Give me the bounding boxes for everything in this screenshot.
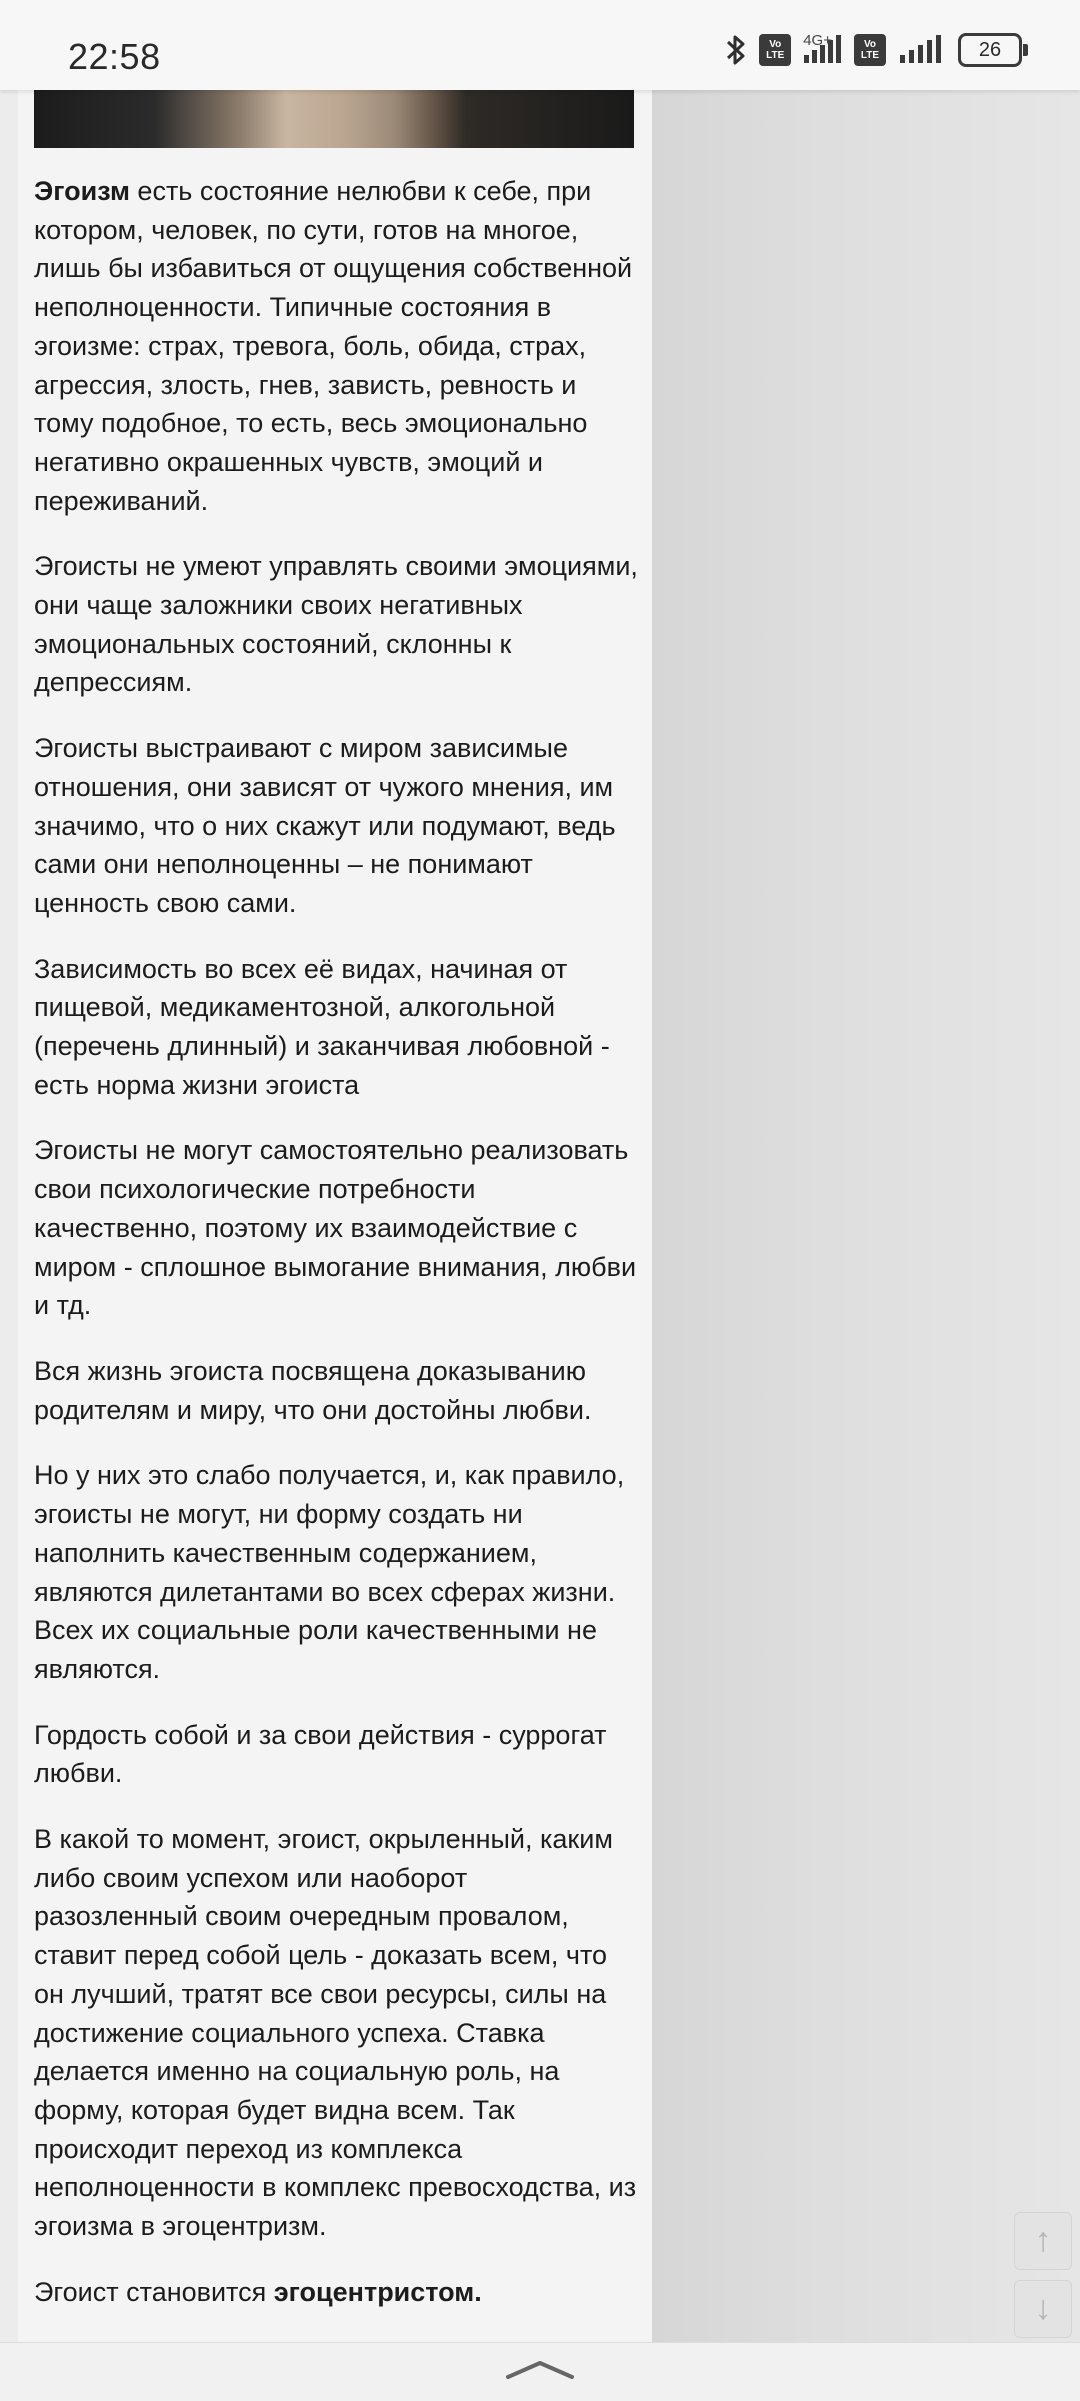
signal-icon xyxy=(898,35,946,65)
article-content[interactable] xyxy=(18,90,652,2342)
volte-icon xyxy=(854,34,886,66)
article-body xyxy=(34,172,638,2338)
scroll-down-button[interactable] xyxy=(1014,2280,1072,2338)
paragraph-text: Эгоист становится xyxy=(34,2276,274,2307)
right-side-panel xyxy=(652,90,1080,2342)
arrow-up-icon: ↑ xyxy=(1034,2221,1052,2259)
volte-top-label: Vo xyxy=(863,39,877,50)
bold-term: Эгоизм xyxy=(34,176,130,206)
article-paragraph: Эгоисты не могут самостоятельно реализовать свои психологические потребности качественно, поэтому их взаимодействие с миром - сплошное вымогание внимания, любви и тд. xyxy=(34,1135,637,1321)
article-paragraph xyxy=(34,2273,638,2312)
article-paragraph: Зависимость во всех её видах, начиная от пищевой, медикаментозной, алкогольной (перечень длинный) и заканчивая любовной - есть норма жизни эгоиста xyxy=(34,953,610,1100)
article-hero-image xyxy=(34,90,634,148)
volte-icon xyxy=(759,34,791,66)
article-paragraph: Вся жизнь эгоиста посвящена доказыванию родителям и миру, что они достойны любви. xyxy=(34,1355,592,1425)
article-paragraph: Эгоисты не умеют управлять своими эмоциями, они чаще заложники своих негативных эмоциональных состояний, склонны к депрессиям. xyxy=(34,551,638,698)
article-paragraph: Эгоисты выстраивают с миром зависимые отношения, они зависят от чужого мнения, им значимо, что о них скажут или подумают, ведь сами они неполноценны – не понимают ценность свою сами. xyxy=(34,733,616,918)
status-bar xyxy=(0,0,1080,90)
article-paragraph: В какой то момент, эгоист, окрыленный, каким либо своим успехом или наоборот разозленный своим очередным провалом, ставит перед собой цель - доказать всем, что он лучший, тратят все свои ресурсы, силы на достижение социального успеха. Ставка делается именно на социальную роль, на форму, которая будет видна всем. Так происходит переход из комплекса неполноценности в комплекс превосходства, из эгоизма в эгоцентризм. xyxy=(34,1824,637,2242)
battery-icon: 26 xyxy=(958,33,1022,67)
bold-term: эгоцентристом. xyxy=(273,2276,482,2307)
article-paragraph: Гордость собой и за свои действия - суррогат любви. xyxy=(34,1719,607,1789)
volte-bottom-label: LTE xyxy=(766,50,785,61)
volte-bottom-label: LTE xyxy=(860,50,880,61)
status-time: 22:58 xyxy=(68,36,161,77)
paragraph-text: есть состояние нелюбви к себе, при котором, человек, по сути, готов на многое, лишь бы избавиться от ощущения собственной неполноценности. Типичные состояния в эгоизме: страх, тревога, боль, обида, страх, агрессия, злость, гнев, зависть, ревность и тому подобное, то есть, весь эмоционально негативно окрашенных чувств, эмоций и переживаний. xyxy=(34,176,633,516)
scroll-up-button[interactable] xyxy=(1014,2212,1072,2270)
bluetooth-icon xyxy=(725,32,747,68)
network-type-label: 4G+ xyxy=(803,31,832,49)
bottom-bar xyxy=(0,2342,1080,2401)
chevron-up-icon[interactable] xyxy=(504,2357,576,2381)
volte-top-label: Vo xyxy=(769,39,782,50)
status-icons xyxy=(713,30,1022,70)
article-paragraph xyxy=(34,172,638,520)
arrow-down-icon: ↓ xyxy=(1034,2289,1052,2327)
article-paragraph: Но у них это слабо получается, и, как правило, эгоисты не могут, ни форму создать ни наполнить качественным содержанием, являются дилетантами во всех сферах жизни. Всех их социальные роли качественными не являются. xyxy=(34,1460,625,1684)
